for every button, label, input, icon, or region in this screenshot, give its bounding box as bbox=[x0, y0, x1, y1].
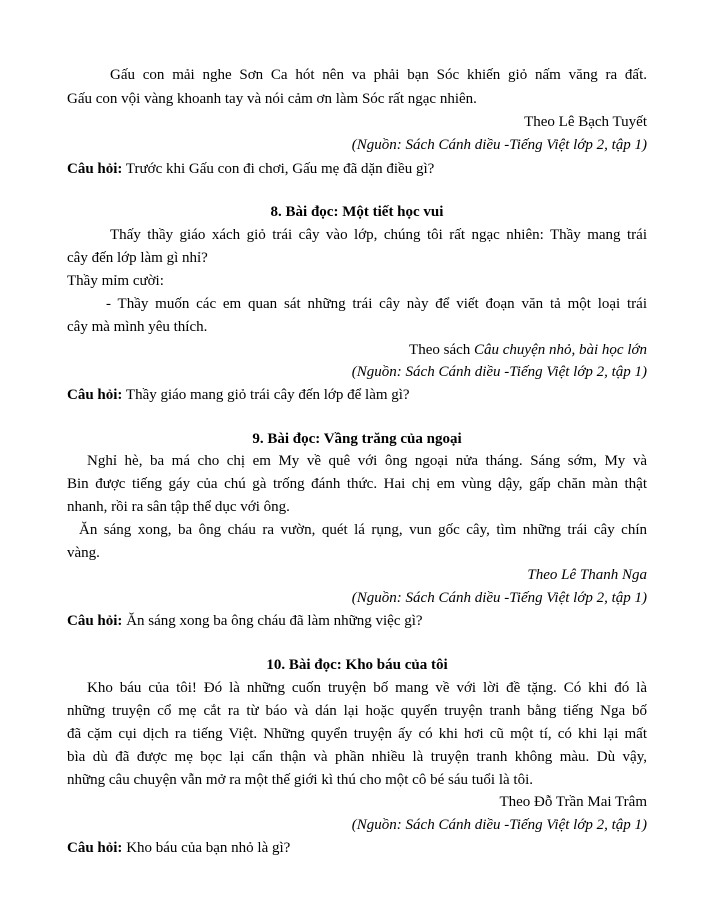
paragraph-line: Gấu con vội vàng khoanh tay và nói cảm ơn làm Sóc rất ngạc nhiên. bbox=[67, 91, 477, 107]
author-prefix: Theo sách bbox=[409, 342, 475, 358]
question-line bbox=[67, 159, 647, 179]
paragraph-line: cây mà mình yêu thích. bbox=[67, 319, 208, 335]
question-label: Câu hỏi: bbox=[67, 387, 123, 403]
paragraph-line: Nghỉ hè, ba má cho chị em My về quê với ông ngoại nửa tháng. Sáng sớm, My và bbox=[87, 453, 647, 469]
author-line bbox=[67, 340, 647, 360]
author-line: Theo Lê Bạch Tuyết bbox=[524, 114, 647, 130]
section-heading: 8. Bài đọc: Một tiết học vui bbox=[270, 204, 444, 220]
paragraph-line: bìa dù đã được mẹ bọc lại cẩn thận và phần nhiều là truyện tranh không màu. Dù vậy, bbox=[67, 749, 647, 765]
paragraph-line: Ăn sáng xong, ba ông cháu ra vườn, quét lá rụng, vun gốc cây, tìm những trái cây chín bbox=[79, 522, 647, 538]
question-text: Trước khi Gấu con đi chơi, Gấu mẹ đã dặn điều gì? bbox=[122, 161, 435, 177]
paragraph-line: Gấu con mải nghe Sơn Ca hót nên va phải bạn Sóc khiến giỏ nấm văng ra đất. bbox=[110, 67, 647, 83]
paragraph-line: vàng. bbox=[67, 545, 100, 561]
section-heading: 10. Bài đọc: Kho báu của tôi bbox=[266, 657, 448, 673]
source-line: (Nguồn: Sách Cánh diều -Tiếng Việt lớp 2, tập 1) bbox=[351, 590, 647, 606]
section-heading: 9. Bài đọc: Vầng trăng của ngoại bbox=[252, 431, 462, 447]
paragraph-line: nhanh, rồi ra sân tập thể dục với ông. bbox=[67, 499, 290, 515]
question-label: Câu hỏi: bbox=[67, 613, 123, 629]
author-book-title: Câu chuyện nhỏ, bài học lớn bbox=[474, 342, 647, 358]
author-line: Theo Đỗ Trần Mai Trâm bbox=[499, 794, 647, 810]
paragraph-line: cây đến lớp làm gì nhỉ? bbox=[67, 250, 208, 266]
paragraph-line: Thầy mỉm cười: bbox=[67, 273, 164, 289]
source-line: (Nguồn: Sách Cánh diều -Tiếng Việt lớp 2, tập 1) bbox=[351, 817, 647, 833]
paragraph-line: Kho báu của tôi! Đó là những cuốn truyện bố mang về với lời đề tặng. Có khi đó là bbox=[87, 680, 647, 696]
source-line: (Nguồn: Sách Cánh diều -Tiếng Việt lớp 2, tập 1) bbox=[351, 137, 647, 153]
paragraph-line: đã cặm cụi dịch ra tiếng Việt. Những quyển truyện ấy có khi hơi cũ một tí, có khi lại mất bbox=[67, 726, 647, 742]
question-text: Ăn sáng xong ba ông cháu đã làm những việc gì? bbox=[122, 613, 423, 629]
paragraph-line: Thấy thầy giáo xách giỏ trái cây vào lớp, chúng tôi rất ngạc nhiên: Thầy mang trái bbox=[110, 227, 647, 243]
question-line bbox=[67, 385, 647, 405]
paragraph-line: những câu chuyện vẫn mở ra một thế giới kì thú cho một cô bé sáu tuổi là tôi. bbox=[67, 772, 533, 788]
question-text: Thầy giáo mang giỏ trái cây đến lớp để làm gì? bbox=[122, 387, 410, 403]
paragraph-line: Bin được tiếng gáy của chú gà trống đánh thức. Hai chị em vùng dậy, gấp chăn màn thật bbox=[67, 476, 647, 492]
question-label: Câu hỏi: bbox=[67, 161, 123, 177]
source-line: (Nguồn: Sách Cánh diều -Tiếng Việt lớp 2, tập 1) bbox=[351, 364, 647, 380]
author-line: Theo Lê Thanh Nga bbox=[527, 567, 647, 583]
question-line bbox=[67, 611, 647, 631]
paragraph-line: những truyện cổ mẹ cắt ra từ báo và dán lại hoặc quyển truyện tranh bằng tiếng Nga bố bbox=[67, 703, 647, 719]
question-line bbox=[67, 838, 647, 858]
question-text: Kho báu của bạn nhỏ là gì? bbox=[122, 840, 291, 856]
question-label: Câu hỏi: bbox=[67, 840, 123, 856]
paragraph-line: - Thầy muốn các em quan sát những trái cây này để viết đoạn văn tả một loại trái bbox=[106, 296, 647, 312]
